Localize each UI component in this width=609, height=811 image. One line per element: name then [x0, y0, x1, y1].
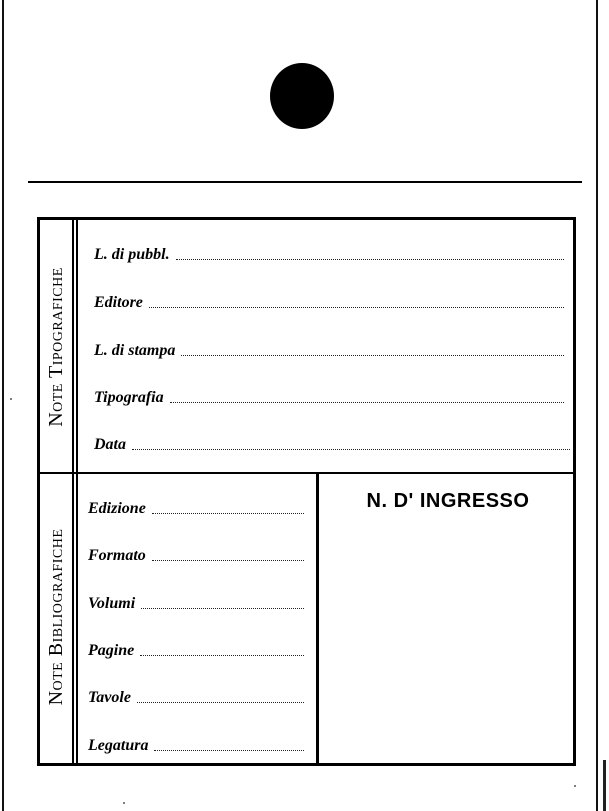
field-line	[176, 259, 564, 260]
field-line	[152, 560, 304, 561]
field-label: L. di stampa	[94, 342, 176, 359]
section-label-tipografiche-text: Note Tipografiche	[45, 267, 67, 427]
field-line	[154, 750, 304, 751]
field-line	[152, 513, 304, 514]
punch-hole	[270, 63, 334, 129]
field-luogo-stampa[interactable]	[94, 336, 564, 360]
field-line	[141, 608, 304, 609]
ingresso-divider	[316, 474, 319, 763]
field-label: Edizione	[88, 500, 146, 517]
bottom-band-line-2	[76, 474, 78, 763]
field-label: L. di pubbl.	[94, 246, 170, 263]
bottom-band-line-1	[72, 474, 74, 763]
field-volumi[interactable]	[88, 589, 304, 613]
section-divider	[37, 472, 576, 474]
scan-speck	[574, 785, 576, 787]
top-rule	[28, 181, 582, 183]
section-label-bibliografiche-text: Note Bibliografiche	[45, 528, 67, 706]
field-luogo-pubblicazione[interactable]	[94, 240, 564, 264]
field-line	[137, 702, 304, 703]
field-edizione[interactable]	[88, 494, 304, 518]
field-label: Tipografia	[94, 389, 164, 406]
field-label: Legatura	[88, 737, 149, 754]
field-label: Editore	[94, 294, 143, 311]
card-right-edge-shadow	[603, 760, 606, 811]
field-tipografia[interactable]	[94, 383, 564, 407]
section-label-bibliografiche	[45, 494, 71, 740]
card-left-edge	[2, 0, 4, 811]
field-line	[149, 307, 564, 308]
field-tavole[interactable]	[88, 683, 304, 707]
scan-speck	[10, 398, 12, 400]
field-line	[170, 402, 564, 403]
field-label: Data	[94, 436, 126, 453]
field-data[interactable]	[94, 430, 570, 454]
field-formato[interactable]	[88, 541, 304, 565]
card-right-edge	[596, 0, 598, 811]
field-line	[181, 355, 564, 356]
scan-speck	[123, 802, 125, 804]
top-band-line-2	[76, 220, 78, 472]
top-band-line-1	[72, 220, 74, 472]
section-label-tipografiche	[45, 231, 71, 463]
field-line	[132, 449, 570, 450]
field-label: Pagine	[88, 642, 135, 659]
field-legatura[interactable]	[88, 731, 304, 755]
field-label: Formato	[88, 547, 146, 564]
field-label: Tavole	[88, 689, 131, 706]
field-pagine[interactable]	[88, 636, 304, 660]
field-label: Volumi	[88, 595, 136, 612]
field-line	[140, 655, 304, 656]
ingresso-label: N. D' INGRESSO	[366, 490, 530, 512]
field-editore[interactable]	[94, 288, 564, 312]
